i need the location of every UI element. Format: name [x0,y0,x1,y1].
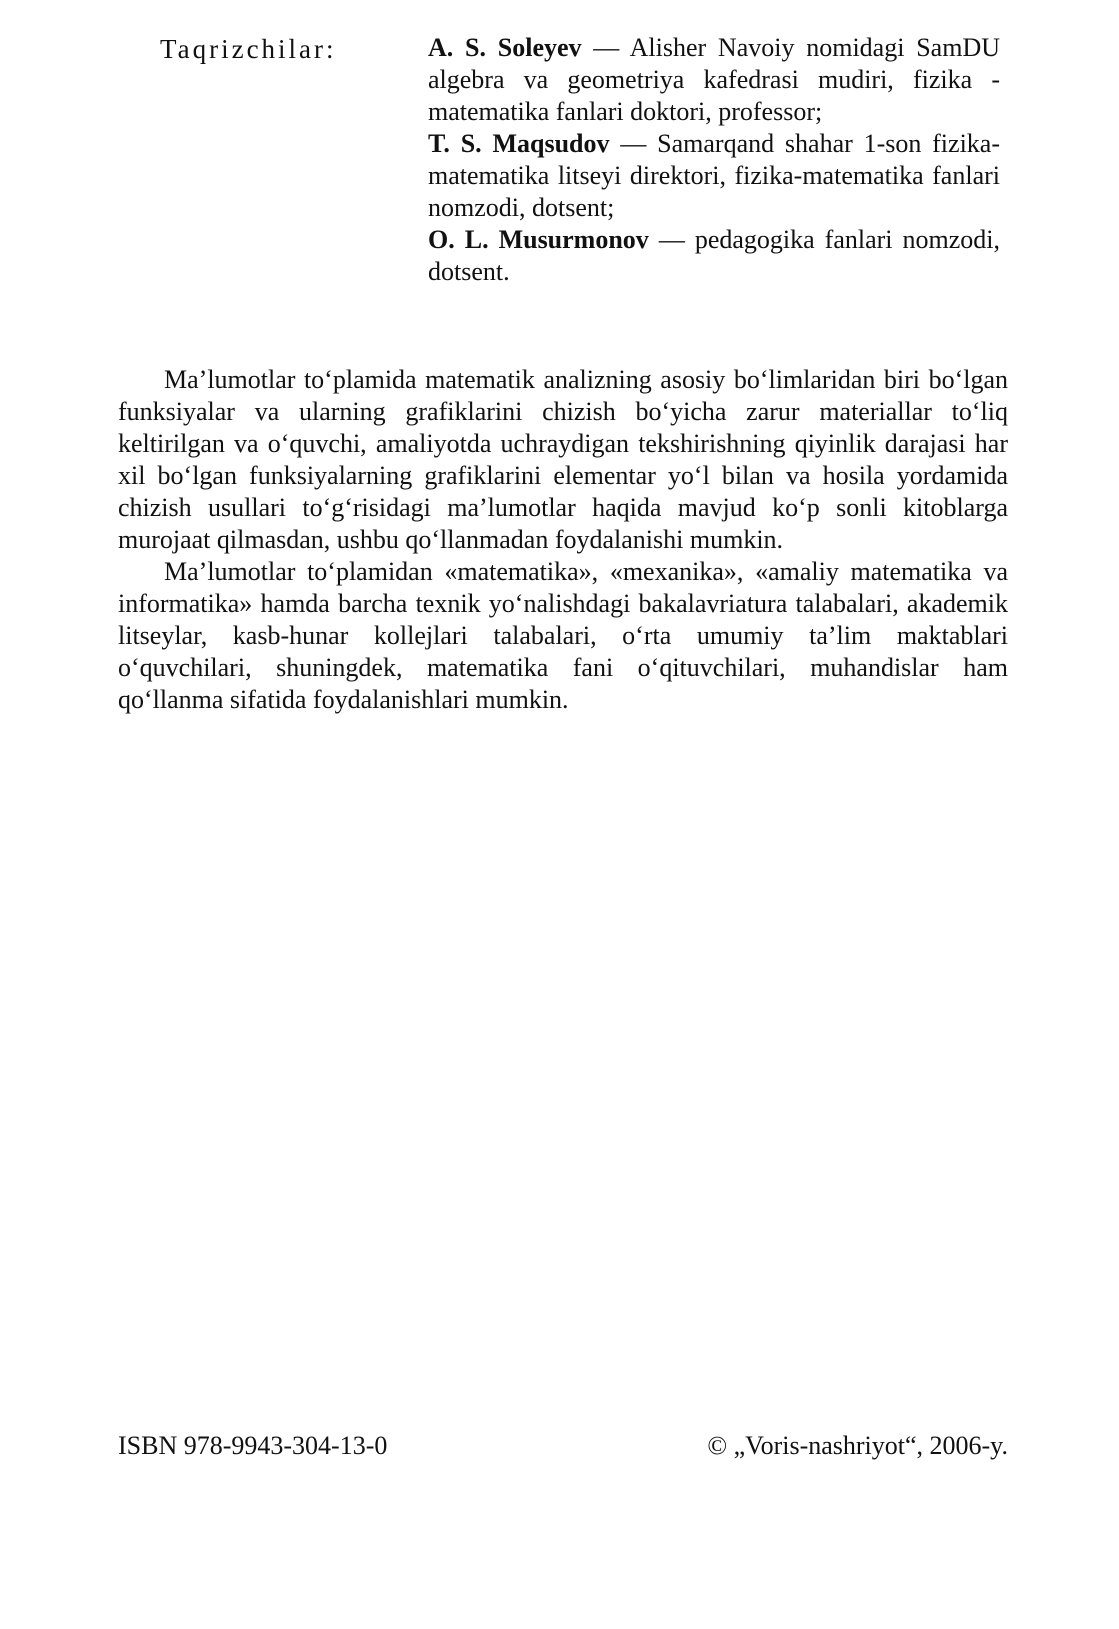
reviewer-description: — pedagogika fanlari nomzodi, dotsent. [428,225,1000,286]
reviewers-label: Taqrizchilar: [160,34,337,64]
isbn: ISBN 978-9943-304-13-0 [118,1431,388,1460]
reviewer-description: — Samarqand shahar 1-son fizika-matematika litseyi direktori, fizika-matematika fanlari nomzodi, dotsent; [428,129,1000,222]
reviewer-entry [428,128,1000,224]
copyright: © „Voris-nashriyot“, 2006-y. [707,1431,1008,1460]
reviewer-entry [428,32,1000,128]
abstract-paragraph: Ma’lumotlar to‘plamida matematik analizning asosiy bo‘limlaridan biri bo‘lgan funksiyalar va ularning grafiklarini chizish bo‘yicha zarur materiallar to‘liq keltirilgan va o‘quvchi, amaliyotda uchraydigan tekshirishning qiyinlik darajasi har xil bo‘lgan funksiyalarning grafiklarini elementar yo‘l bilan va hosila yordamida chizish usullari to‘g‘risidagi ma’lumotlar haqida mavjud ko‘p sonli kitoblarga murojaat qilmasdan, ushbu qo‘llanmadan foydalanishi mumkin. [118,365,1008,554]
reviewer-description: — Alisher Navoiy nomidagi SamDU algebra va geometriya kafedrasi mudiri, fizika - matematika fanlari doktori, professor; [428,33,1000,126]
footer [118,1430,1008,1470]
reviewer-list [428,32,1000,288]
reviewer-name: A. S. Soleyev [428,33,582,62]
reviewer-entry [428,224,1000,288]
reviewer-name: O. L. Musurmonov [428,225,649,254]
abstract [118,364,1008,716]
reviewer-name: T. S. Maqsudov [428,129,610,158]
abstract-paragraph: Ma’lumotlar to‘plamidan «matematika», «mexanika», «amaliy matematika va informatika» hamda barcha texnik yo‘nalishdagi bakalavriatura talabalari, akademik litseylar, kasb-hunar kollejlari talabalari, o‘rta umumiy ta’lim maktablari o‘quvchilari, shuningdek, matematika fani o‘qituvchilari, muhandislar ham qo‘llanma sifatida foydalanishlari mumkin. [118,557,1008,714]
